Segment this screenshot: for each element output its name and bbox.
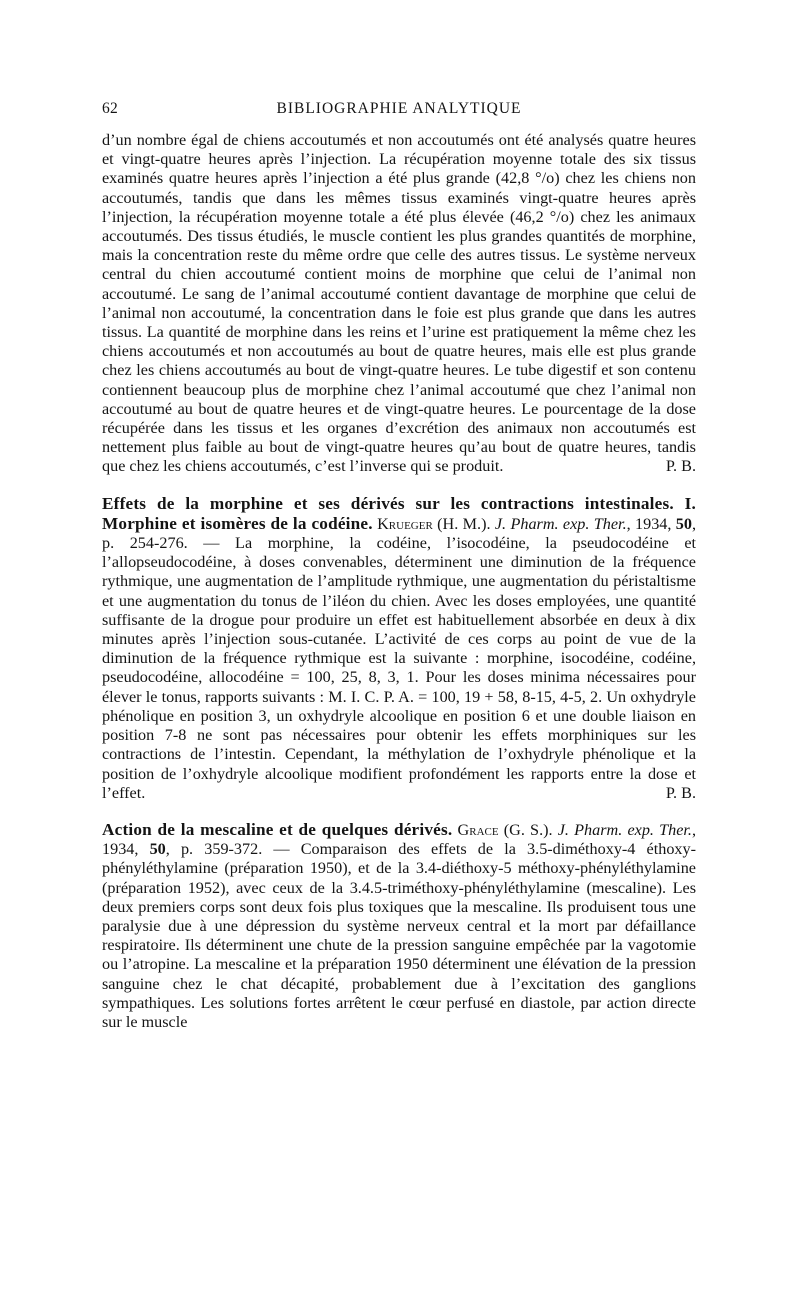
abstract-1-signature: P. B.	[665, 457, 696, 476]
abstract-2-signature: P. B.	[665, 783, 696, 802]
abstract-paragraph-3	[102, 820, 696, 1032]
abstract-3-author: Grace (G. S.).	[457, 820, 553, 839]
article-body	[102, 131, 696, 1032]
abstract-2-text: — La morphine, la codéine, l’isocodéine, la pseudocodéine et l’allopseudocodéine, à doses convenables, déterminent une diminution de la fréquence rythmique, une augmentation de l’amplitude rythmique, une augmentation du péristaltisme et une augmentation du tonus de l’iléon du chien. Avec les doses employées, une quantité suffisante de la drogue pour produire un effet est habituellement absorbée en deux à dix minutes après l’injection sous-cutanée. L’activité de ces corps au point de vue de la diminution de la fréquence rythmique est la suivante : morphine, isocodéine, codéine, pseudocodéine, allocodéine = 100, 25, 8, 3, 1. Pour les doses minima nécessaires pour élever le tonus, rapports suivants : M. I. C. P. A. = 100, 19 + 58, 8-15, 4-5, 2. Un oxhydryle phénolique en position 3, un oxhydryle alcoolique en position 6 et une double liaison en position 7-8 ne sont pas nécessaires pour obtenir les effets morphiniques sur les contractions de l’intestin. Cependant, la méthylation de l’oxhydryle phénolique et la position de l’oxhydryle alcoolique modifient profondément les rapports entre la dose et l’effet.	[102, 534, 697, 802]
abstract-2-author: Krueger (H. M.).	[377, 514, 491, 533]
abstract-2-volume: 50	[675, 514, 692, 533]
abstract-2-pages: , p. 254-276.	[102, 514, 697, 553]
abstract-3-year: , 1934,	[102, 820, 697, 859]
page-header	[102, 100, 696, 122]
running-title: BIBLIOGRAPHIE ANALYTIQUE	[276, 100, 522, 117]
page-number: 62	[102, 100, 119, 117]
abstract-3-journal: J. Pharm. exp. Ther.	[557, 820, 692, 839]
abstract-1-text: d’un nombre égal de chiens accoutumés et non accoutumés ont été analysés quatre heures et vingt-quatre heures après l’injection. La récupération moyenne totale des six tissus examinés quatre heures après l’injection a été plus grande (42,8 °/o) chez les chiens non accoutumés, tandis que dans les mêmes tissus examinés vingt-quatre heures après l’injection, la récupération moyenne totale a été plus élevée (46,2 °/o) chez les animaux accoutumés. Des tissus étudiés, le muscle contient les plus grandes quantités de morphine, mais la concentration reste du même ordre que celle des autres tissus. Le système nerveux central du chien accoutumé contient moins de morphine que celui de l’animal non accoutumé. Le sang de l’animal accoutumé contient davantage de morphine que celui de l’animal non accoutumé, la concentration dans le foie est plus grande que dans les autres tissus. La quantité de morphine dans les reins et l’urine est pratiquement la même chez les chiens accoutumés et non accoutumés au bout de quatre heures, mais elle est plus grande chez les chiens accoutumés au bout de vingt-quatre heures. Le tube digestif et son contenu contiennent beaucoup plus de morphine chez l’animal accoutumé que chez l’animal non accoutumé au bout de quatre heures et de vingt-quatre heures. Le pourcentage de la dose récupérée dans les tissus et les organes d’excrétion des animaux non accoutumés est nettement plus faible au bout de vingt-quatre heures qu’au bout de quatre heures, tandis que chez les chiens accoutumés, c’est l’inverse qui se produit.	[102, 131, 696, 476]
abstract-paragraph-1	[102, 131, 696, 477]
abstract-3-pages: , p. 359-372.	[165, 840, 263, 859]
abstract-paragraph-2	[102, 494, 696, 803]
abstract-2-title: Effets de la morphine et ses dérivés sur les contractions intestinales. I. Morphine et isomères de la codéine.	[102, 493, 696, 533]
abstract-3-title: Action de la mescaline et de quelques dérivés.	[102, 819, 453, 839]
abstract-3-text: — Comparaison des effets de la 3.5-diméthoxy-4 éthoxy-phényléthylamine (préparation 1950), et de la 3.4-diéthoxy-5 méthoxy-phényléthylamine (préparation 1952), avec ceux de la 3.4.5-triméthoxy-phényléthylamine (mescaline). Les deux premiers corps sont deux fois plus toxiques que la mescaline. Ils produisent tous une paralysie due à une dépression du système nerveux central et la mort par défaillance respiratoire. Ils déterminent une chute de la pression sanguine empêchée par la vagotomie ou l’atropine. La mescaline et la préparation 1950 déterminent une élévation de la pression sanguine chez le chat décapité, probablement due à l’excitation des ganglions sympathiques. Les solutions fortes arrêtent le cœur perfusé en diastole, par action directe sur le muscle	[102, 840, 697, 1031]
abstract-3-volume: 50	[149, 840, 166, 859]
abstract-2-year: , 1934,	[626, 514, 676, 533]
abstract-2-journal: J. Pharm. exp. Ther.	[494, 514, 627, 533]
